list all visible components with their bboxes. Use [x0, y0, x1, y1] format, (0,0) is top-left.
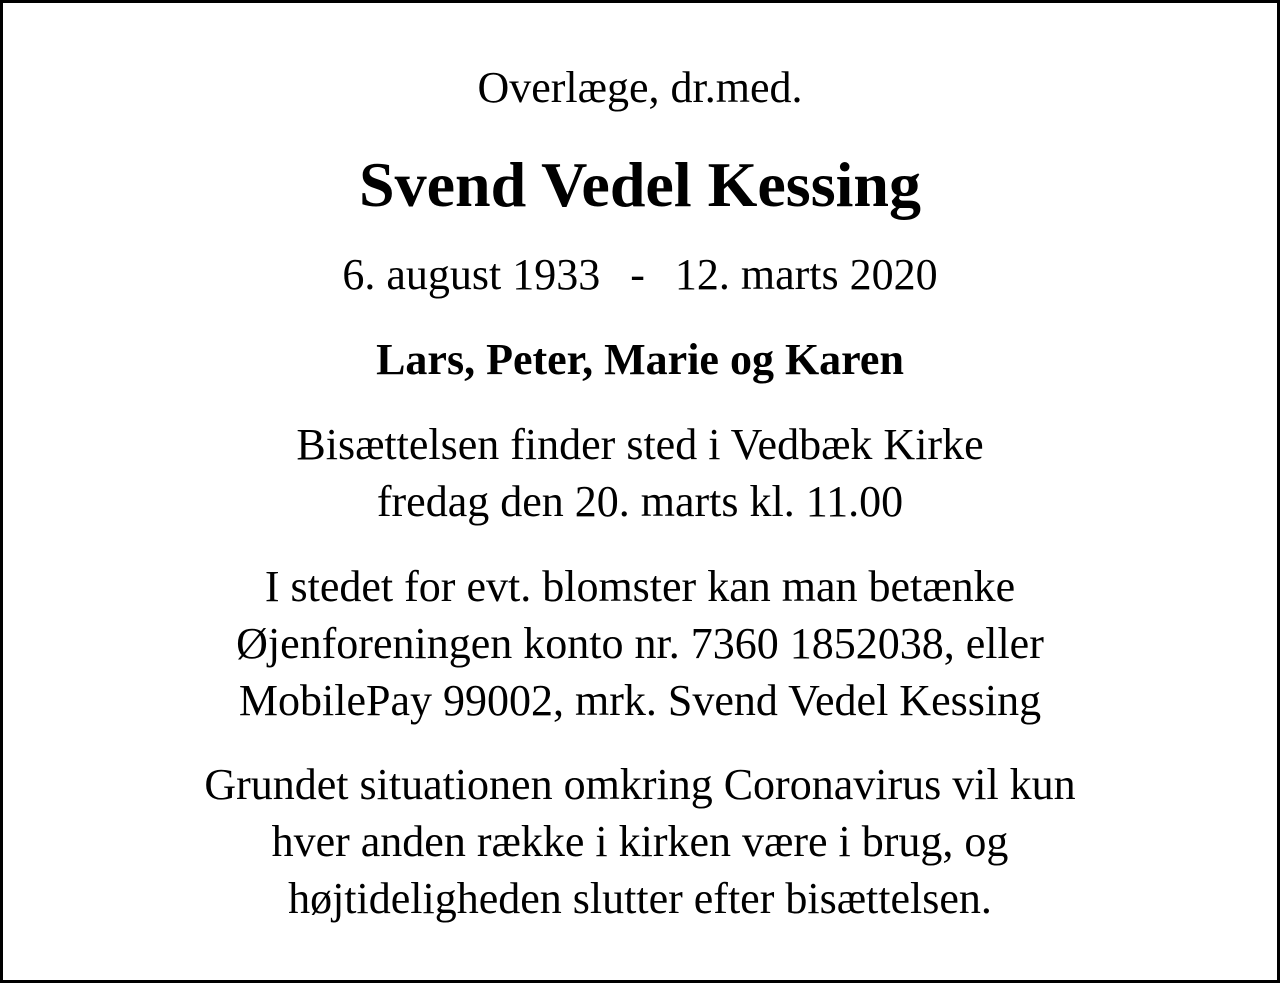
- donation-line: Øjenforeningen konto nr. 7360 1852038, eller: [236, 619, 1044, 668]
- birth-date: 6. august 1933: [342, 250, 601, 299]
- corona-line: højtideligheden slutter efter bisættelsen.: [288, 874, 992, 923]
- date-separator: -: [630, 250, 645, 299]
- donation-info: [3, 558, 1277, 729]
- death-date: 12. marts 2020: [674, 250, 938, 299]
- funeral-line: Bisættelsen finder sted i Vedbæk Kirke: [296, 420, 984, 469]
- children-names: Lars, Peter, Marie og Karen: [376, 335, 904, 384]
- corona-line: Grundet situationen omkring Coronavirus vil kun: [204, 760, 1076, 809]
- funeral-line: fredag den 20. marts kl. 11.00: [376, 477, 904, 526]
- corona-line: hver anden række i kirken være i brug, og: [271, 817, 1009, 866]
- life-dates: [3, 250, 1277, 299]
- professional-title: Overlæge, dr.med.: [477, 63, 803, 112]
- donation-line: I stedet for evt. blomster kan man betænke: [264, 562, 1016, 611]
- corona-info: [3, 756, 1277, 927]
- funeral-info: [3, 416, 1277, 530]
- donation-line: MobilePay 99002, mrk. Svend Vedel Kessing: [238, 676, 1042, 725]
- deceased-name: Svend Vedel Kessing: [359, 149, 921, 220]
